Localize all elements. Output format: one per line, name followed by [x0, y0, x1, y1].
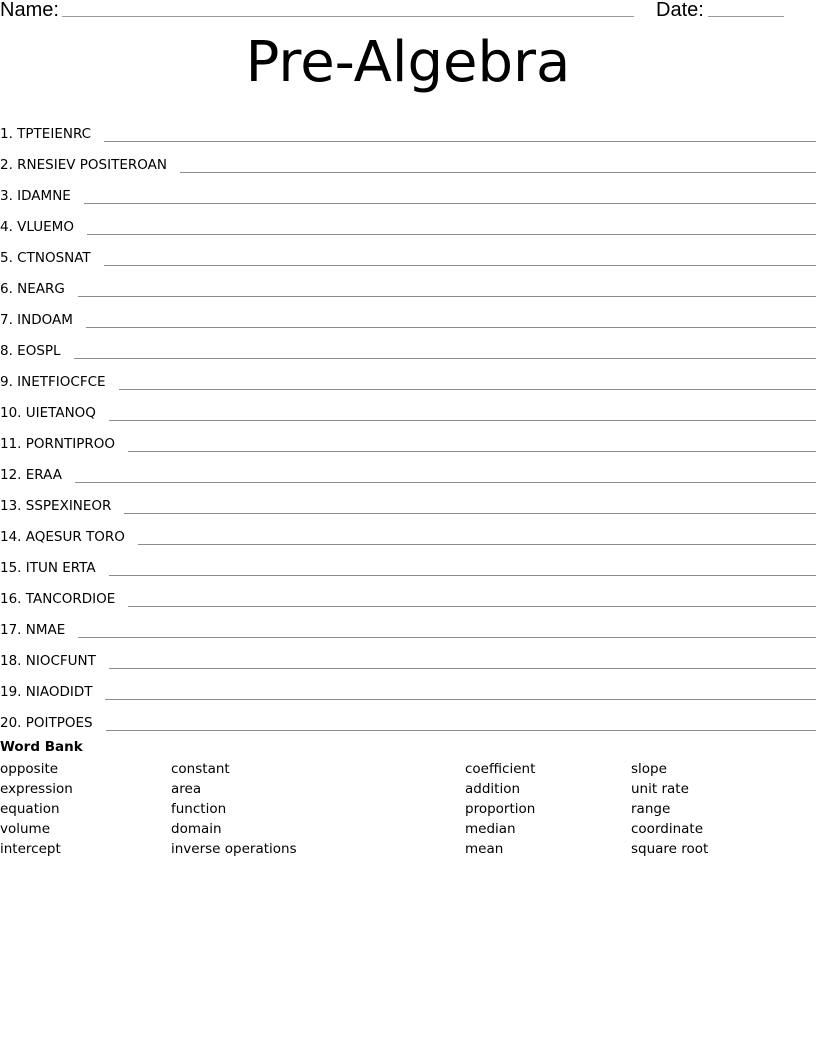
word-bank-item: expression [0, 781, 73, 797]
question-row [0, 453, 816, 484]
question-text: 12. ERAA [0, 467, 62, 483]
question-row [0, 360, 816, 391]
question-text: 14. AQESUR TORO [0, 529, 125, 545]
question-text: 8. EOSPL [0, 343, 61, 359]
word-bank-item: slope [631, 761, 667, 777]
question-text: 2. RNESIEV POSITEROAN [0, 157, 167, 173]
answer-line [105, 699, 816, 700]
date-line [708, 16, 784, 17]
word-bank-item: area [171, 781, 202, 797]
word-bank-item: intercept [0, 841, 61, 857]
question-row [0, 143, 816, 174]
word-bank-item: inverse operations [171, 841, 297, 857]
question-row [0, 639, 816, 670]
question-text: 11. PORNTIPROO [0, 436, 116, 452]
question-row [0, 670, 816, 701]
name-label: Name: [0, 0, 59, 21]
question-row [0, 391, 816, 422]
answer-line [109, 420, 816, 421]
word-bank-item: addition [465, 781, 521, 797]
answer-line [86, 327, 816, 328]
question-text: 9. INETFIOCFCE [0, 374, 106, 390]
word-bank-title: Word Bank [0, 739, 83, 755]
answer-line [109, 575, 816, 576]
question-text: 19. NIAODIDT [0, 684, 93, 700]
word-bank-item: function [171, 801, 227, 817]
question-text: 10. UIETANOQ [0, 405, 96, 421]
word-bank-item: mean [465, 841, 504, 857]
question-text: 5. CTNOSNAT [0, 250, 91, 266]
word-bank-item: proportion [465, 801, 536, 817]
question-row [0, 608, 816, 639]
answer-line [78, 296, 816, 297]
word-bank-item: unit rate [631, 781, 689, 797]
question-text: 4. VLUEMO [0, 219, 74, 235]
header [0, 0, 816, 24]
answer-line [138, 544, 816, 545]
name-line [62, 16, 634, 17]
question-text: 1. TPTEIENRC [0, 126, 92, 142]
question-text: 15. ITUN ERTA [0, 560, 96, 576]
word-bank-item: coordinate [631, 821, 704, 837]
question-text: 16. TANCORDIOE [0, 591, 116, 607]
answer-line [119, 389, 816, 390]
question-text: 6. NEARG [0, 281, 65, 297]
answer-line [128, 451, 816, 452]
question-text: 7. INDOAM [0, 312, 73, 328]
word-bank-item: constant [171, 761, 230, 777]
answer-line [180, 172, 816, 173]
word-bank-column-4 [631, 759, 708, 859]
answer-line [124, 513, 816, 514]
question-row [0, 298, 816, 329]
question-row [0, 515, 816, 546]
question-row [0, 422, 816, 453]
word-bank-item: opposite [0, 761, 59, 777]
answer-line [84, 203, 816, 204]
question-row [0, 329, 816, 360]
word-bank-item: domain [171, 821, 222, 837]
question-row [0, 236, 816, 267]
answer-line [109, 668, 816, 669]
question-row [0, 112, 816, 143]
question-row [0, 701, 816, 732]
answer-line [75, 482, 816, 483]
question-row [0, 205, 816, 236]
answer-line [128, 606, 816, 607]
question-text: 3. IDAMNE [0, 188, 71, 204]
page-title: Pre-Algebra [245, 30, 571, 95]
answer-line [106, 730, 816, 731]
word-bank-item: median [465, 821, 516, 837]
word-bank-item: coefficient [465, 761, 536, 777]
question-row [0, 484, 816, 515]
answer-line [78, 637, 816, 638]
answer-line [104, 265, 816, 266]
question-row [0, 174, 816, 205]
question-list [0, 112, 816, 732]
word-bank-item: range [631, 801, 671, 817]
word-bank-item: square root [631, 841, 709, 857]
word-bank-column-3 [465, 759, 535, 859]
answer-line [87, 234, 816, 235]
question-text: 18. NIOCFUNT [0, 653, 96, 669]
word-bank-item: volume [0, 821, 51, 837]
word-bank-item: equation [0, 801, 60, 817]
question-text: 17. NMAE [0, 622, 66, 638]
question-text: 20. POITPOES [0, 715, 93, 731]
answer-line [104, 141, 816, 142]
word-bank-column-1 [0, 759, 73, 859]
question-text: 13. SSPEXINEOR [0, 498, 112, 514]
question-row [0, 577, 816, 608]
date-label: Date: [656, 0, 704, 21]
word-bank-column-2 [171, 759, 297, 859]
question-row [0, 267, 816, 298]
answer-line [74, 358, 816, 359]
question-row [0, 546, 816, 577]
